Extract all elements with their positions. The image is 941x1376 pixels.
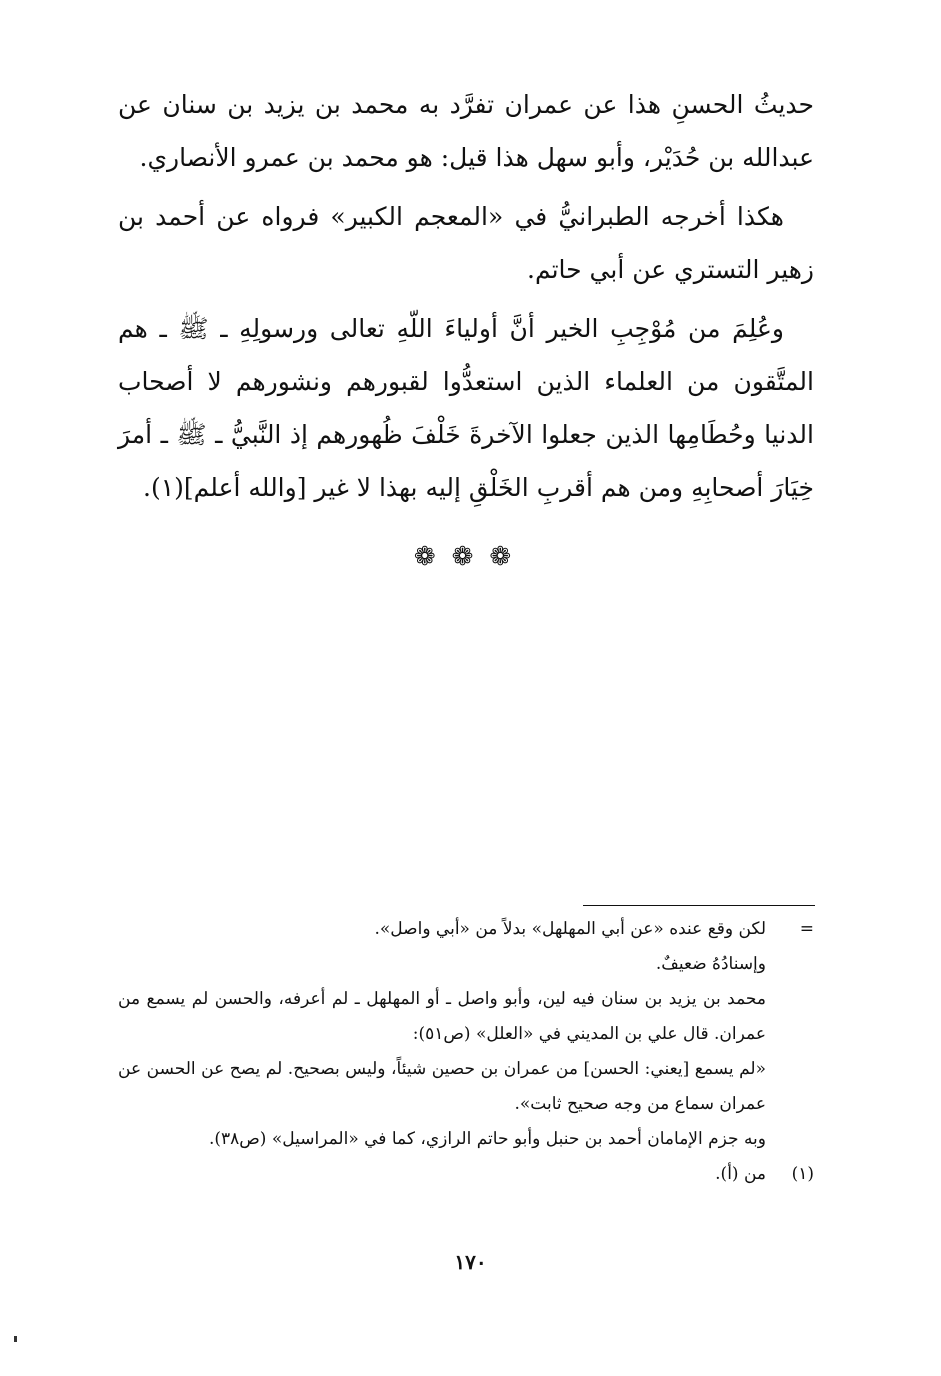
footnote-text: وبه جزم الإمامان أحمد بن حنبل وأبو حاتم الرازي، كما في «المراسيل» (ص٣٨). xyxy=(208,1129,766,1149)
scan-speck xyxy=(14,1336,17,1342)
footnote-marker: (١) xyxy=(791,1164,814,1184)
footnotes xyxy=(118,912,818,1192)
paragraph-2: هكذا أخرجه الطبرانيُّ في «المعجم الكبير» فرواه عن أحمد بن زهير التستري عن أبي حاتم. xyxy=(118,202,814,284)
footnote-line xyxy=(118,912,818,947)
footnote-text: وإسنادُهُ ضعيفٌ. xyxy=(655,954,766,974)
footnote-line xyxy=(118,1122,818,1157)
footnote-text: من (أ). xyxy=(715,1164,766,1184)
footnote-text: «لم يسمع [يعني: الحسن] من عمران بن حصين شيئاً، وليس بصحيح. لم يصح عن الحسن عن عمران سماع من وجه صحيح ثابت». xyxy=(118,1059,766,1114)
footnote-marker: = xyxy=(799,919,814,939)
main-text xyxy=(118,78,814,520)
footnote-text: محمد بن يزيد بن سنان فيه لين، وأبو واصل ـ أو المهلهل ـ لم أعرفه، والحسن لم يسمع من عمران. قال علي بن المديني في «العلل» (ص٥١): xyxy=(118,989,766,1044)
footnote-line xyxy=(118,1052,818,1122)
footnote-line xyxy=(118,982,818,1052)
section-ornament-icon: ❁❁❁ xyxy=(413,542,528,572)
footnote-text: لكن وقع عنده «عن أبي المهلهل» بدلاً من «أبي واصل». xyxy=(374,919,766,939)
footnote-line xyxy=(118,947,818,982)
page-number: ١٧٠ xyxy=(454,1250,487,1274)
footnote-separator xyxy=(583,905,815,906)
paragraph-1: حديثُ الحسنِ هذا عن عمران تفرَّد به محمد بن يزيد بن سنان عن عبدالله بن حُدَيْر، وأبو سهل هذا قيل: هو محمد بن عمرو الأنصاري. xyxy=(118,90,814,172)
paragraph-3: وعُلِمَ من مُوْجِبِ الخير أنَّ أولياءَ اللّهِ تعالى ورسولِهِ ـ ﷺ ـ هم المتَّقون من العلماء الذين استعدُّوا لقبورهم ونشورهم لا أصحاب الدنيا وحُطَامِها الذين جعلوا الآخرةَ خَلْفَ ظُهورهم إذ النَّبيُّ ـ ﷺ ـ أمرَ خِيَارَ أصحابِهِ ومن هم أقربِ الخَلْقِ إليه بهذا لا غير [والله أعلم](١). xyxy=(118,314,814,502)
footnote-line xyxy=(118,1157,818,1192)
